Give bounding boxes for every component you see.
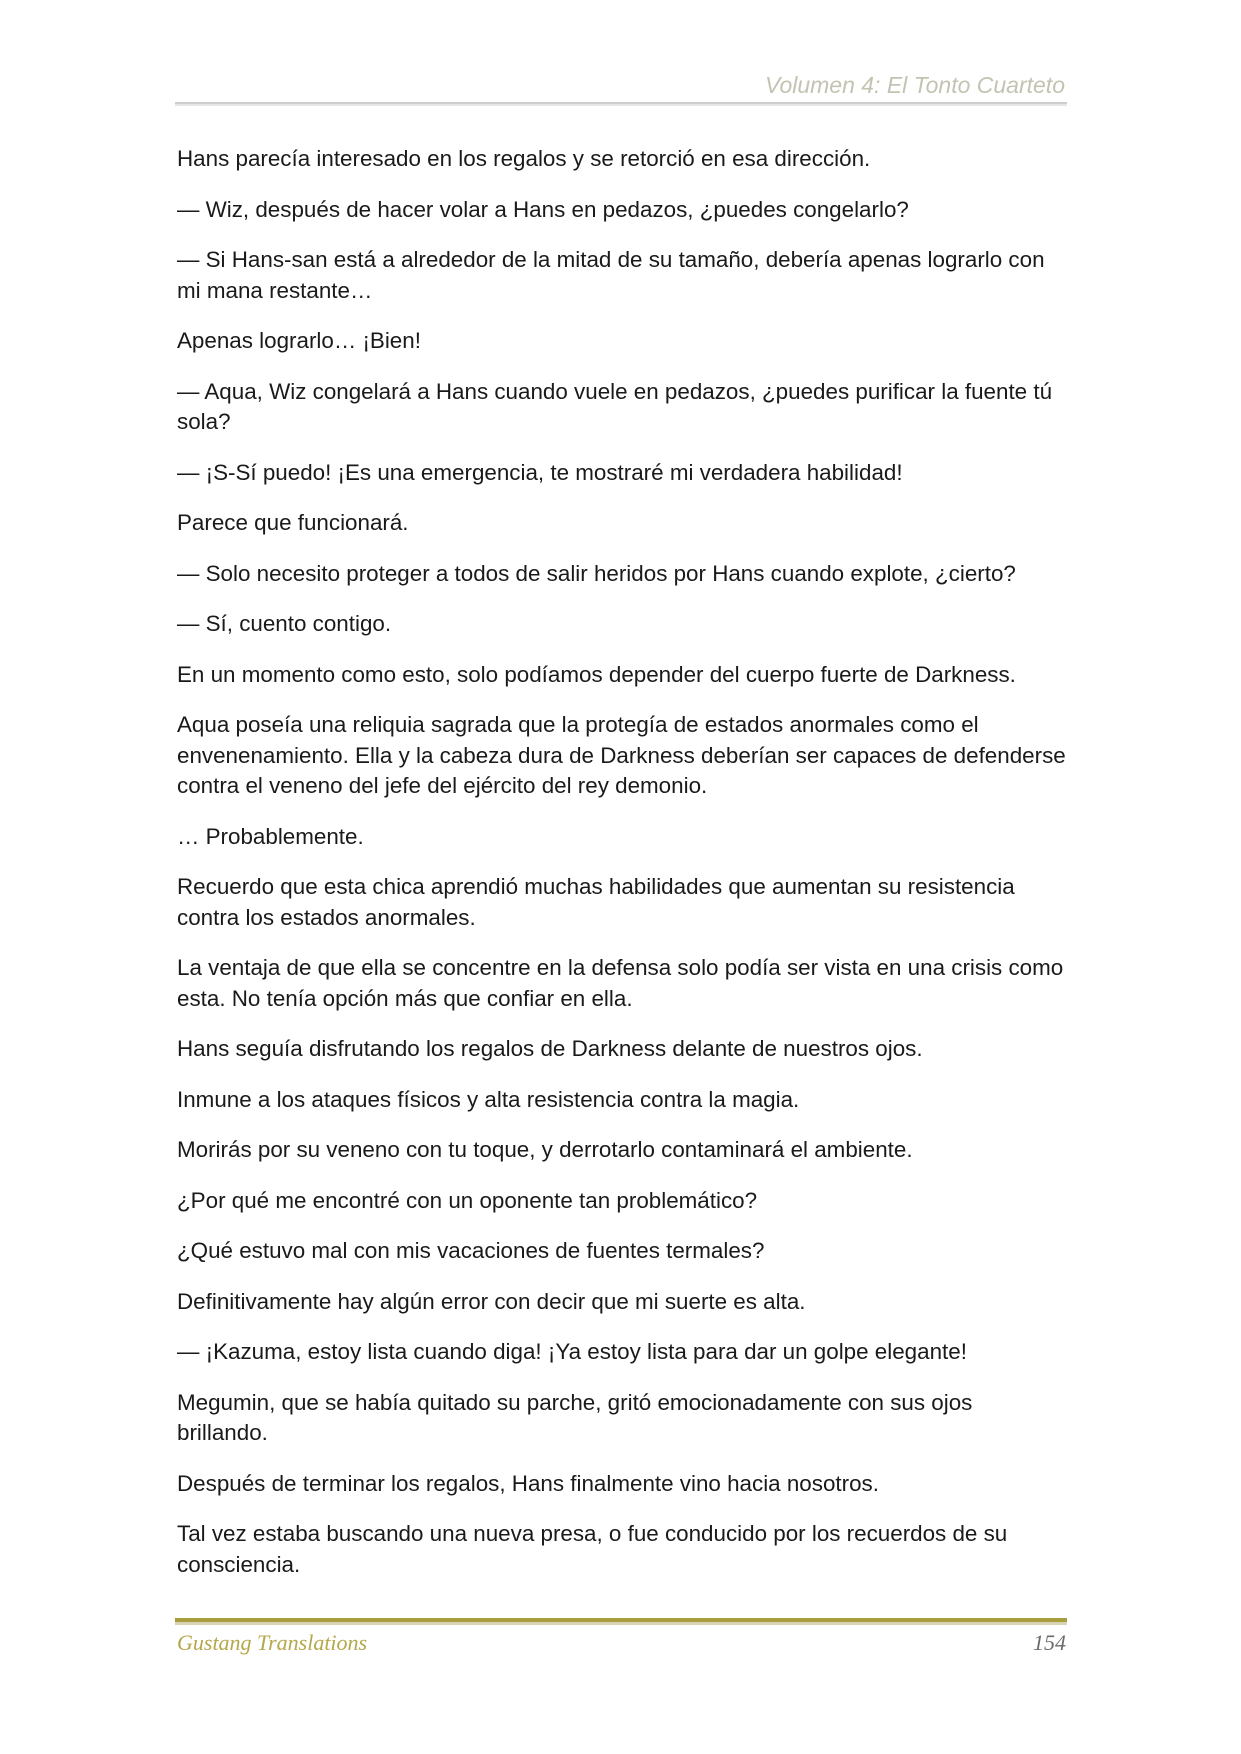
paragraph: Parece que funcionará. [177,510,409,535]
running-header: Volumen 4: El Tonto Cuarteto [764,72,1065,98]
footer-divider [175,1618,1067,1622]
page-number: 154 [1033,1630,1066,1655]
paragraph: Tal vez estaba buscando una nueva presa, o fue conducido por los recuerdos de su consciencia. [177,1521,1008,1577]
paragraph: Recuerdo que esta chica aprendió muchas habilidades que aumentan su resistencia contra los estados anormales. [177,874,1015,930]
paragraph: Hans seguía disfrutando los regalos de Darkness delante de nuestros ojos. [177,1036,923,1061]
page-body [177,144,1067,1600]
footer-credit: Gustang Translations [177,1630,368,1655]
paragraph: Apenas lograrlo… ¡Bien! [177,328,421,353]
paragraph: Después de terminar los regalos, Hans finalmente vino hacia nosotros. [177,1470,879,1496]
paragraph: En un momento como esto, solo podíamos depender del cuerpo fuerte de Darkness. [177,661,1016,687]
paragraph: Aqua poseía una reliquia sagrada que la protegía de estados anormales como el envenenamiento. Ella y la cabeza dura de Darkness deberían ser capaces de defenderse contra el veneno del jefe del ejército del rey demonio. [177,712,1066,798]
paragraph: — Sí, cuento contigo. [177,611,392,636]
paragraph: La ventaja de que ella se concentre en la defensa solo podía ser vista en una crisis como esta. No tenía opción más que confiar en ella. [177,955,1064,1011]
paragraph: Inmune a los ataques físicos y alta resistencia contra la magia. [177,1086,800,1112]
paragraph: — Si Hans-san está a alrededor de la mitad de su tamaño, debería apenas lograrlo con mi mana restante… [177,247,1045,303]
header-divider [175,102,1067,104]
paragraph: — Wiz, después de hacer volar a Hans en pedazos, ¿puedes congelarlo? [177,196,909,222]
paragraph: Megumin, que se había quitado su parche, gritó emocionadamente con sus ojos brillando. [177,1389,973,1445]
paragraph: Morirás por su veneno con tu toque, y derrotarlo contaminará el ambiente. [177,1137,913,1162]
paragraph: Definitivamente hay algún error con decir que mi suerte es alta. [177,1288,806,1314]
paragraph: Hans parecía interesado en los regalos y se retorció en esa dirección. [177,146,871,171]
paragraph: ¿Por qué me encontré con un oponente tan problemático? [177,1187,758,1213]
paragraph: ¿Qué estuvo mal con mis vacaciones de fuentes termales? [177,1238,765,1263]
paragraph: — ¡S-Sí puedo! ¡Es una emergencia, te mostraré mi verdadera habilidad! [177,459,903,485]
paragraph: — Solo necesito proteger a todos de salir heridos por Hans cuando explote, ¿cierto? [177,560,1016,586]
paragraph: — ¡Kazuma, estoy lista cuando diga! ¡Ya estoy lista para dar un golpe elegante! [177,1339,967,1364]
paragraph: … Probablemente. [177,823,364,849]
paragraph: — Aqua, Wiz congelará a Hans cuando vuele en pedazos, ¿puedes purificar la fuente tú sola? [177,378,1053,434]
